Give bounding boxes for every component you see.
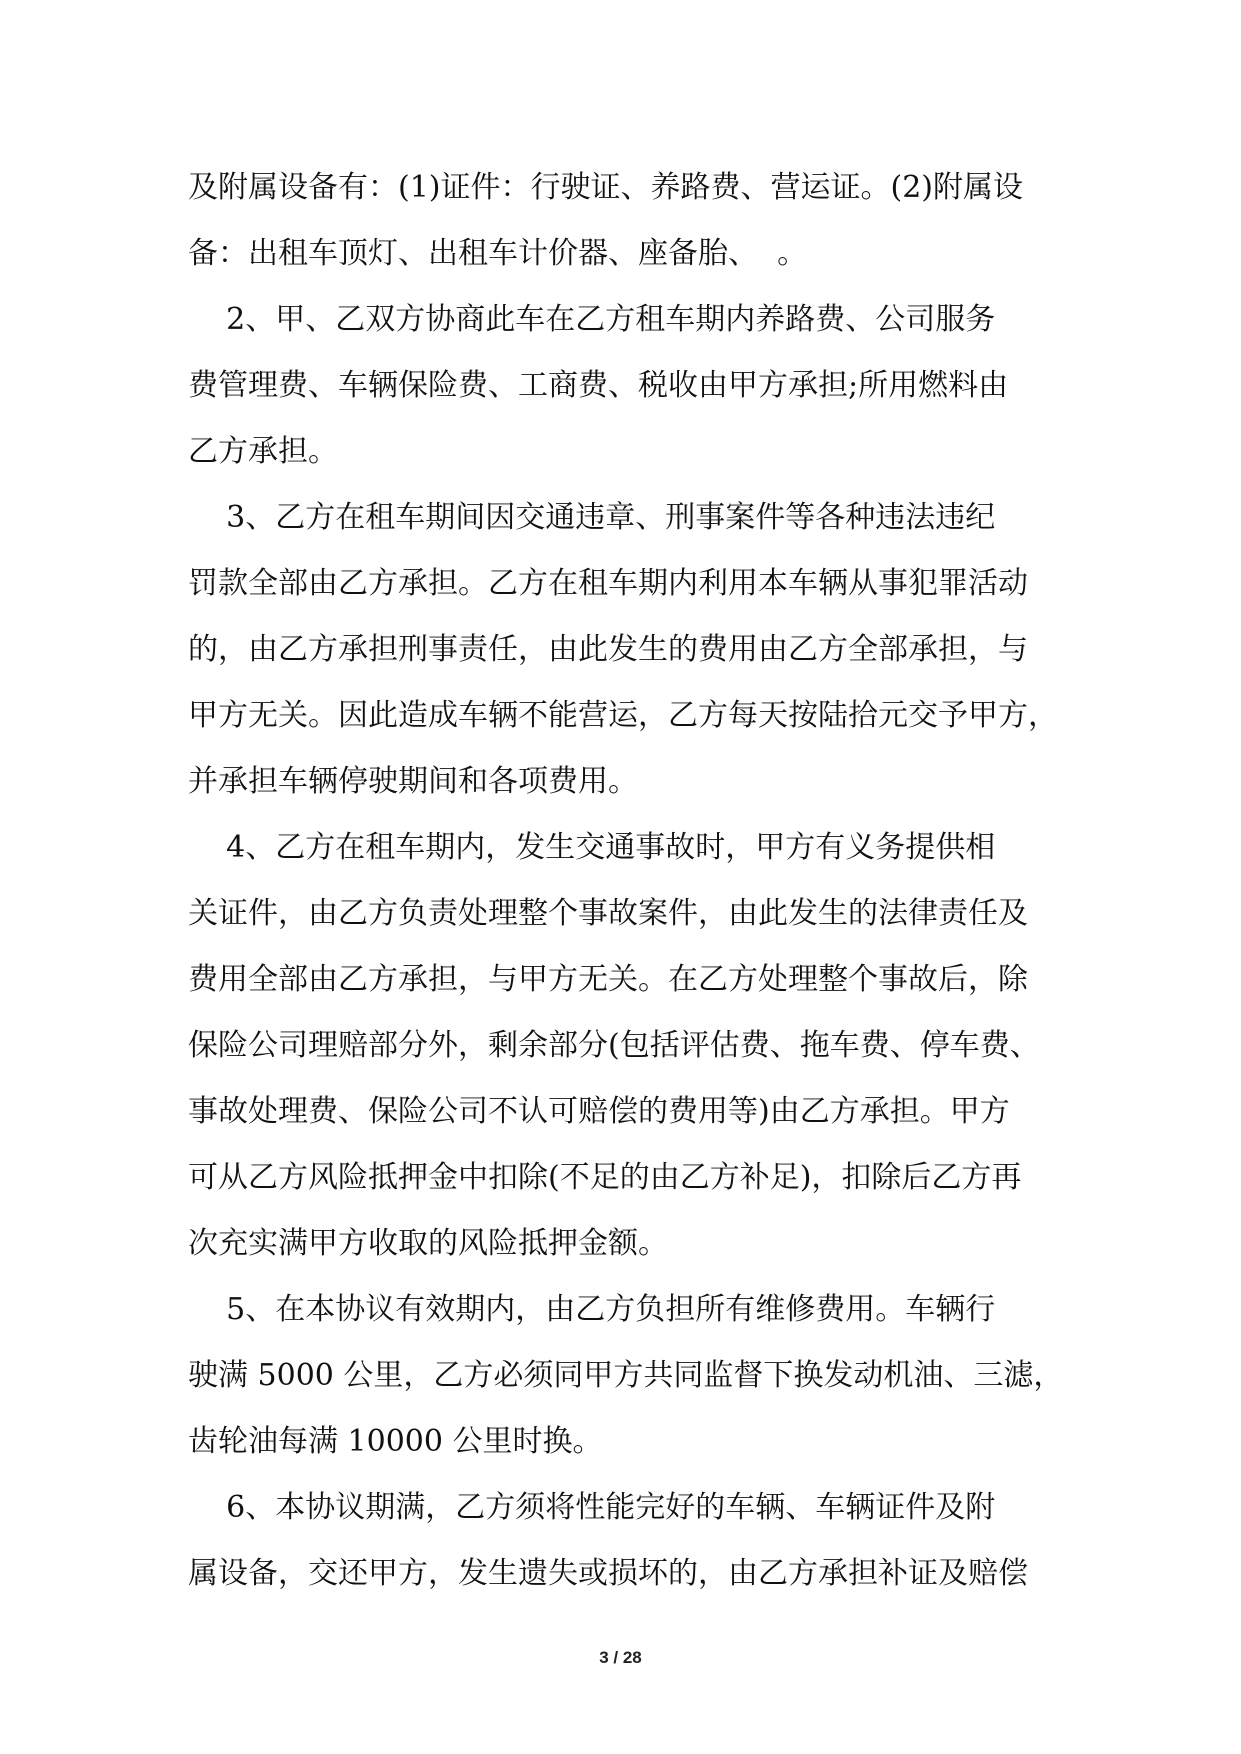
text-line: 次充实满甲方收取的风险抵押金额。: [188, 1226, 668, 1261]
text-line: 4、乙方在租车期内，发生交通事故时，甲方有义务提供相: [188, 830, 996, 865]
text-line: 的，由乙方承担刑事责任，由此发生的费用由乙方全部承担，与: [188, 632, 1028, 667]
text-line: 事故处理费、保险公司不认可赔偿的费用等)由乙方承担。甲方: [188, 1094, 1010, 1129]
text-line: 2、甲、乙双方协商此车在乙方租车期内养路费、公司服务: [188, 302, 996, 337]
text-line: 保险公司理赔部分外，剩余部分(包括评估费、拖车费、停车费、: [188, 1028, 1040, 1063]
text-line: 费管理费、车辆保险费、工商费、税收由甲方承担;所用燃料由: [188, 368, 1009, 403]
text-line: 及附属设备有：(1)证件：行驶证、养路费、营运证。(2)附属设: [188, 170, 1023, 205]
text-line: 齿轮油每满 10000 公里时换。: [188, 1424, 603, 1459]
text-line: 可从乙方风险抵押金中扣除(不足的由乙方补足)，扣除后乙方再: [188, 1160, 1022, 1195]
page-number: 3 / 28: [599, 1648, 642, 1667]
text-line: 驶满 5000 公里，乙方必须同甲方共同监督下换发动机油、三滤，: [188, 1358, 1064, 1393]
text-line: 乙方承担。: [188, 434, 338, 469]
text-line: 6、本协议期满，乙方须将性能完好的车辆、车辆证件及附: [188, 1490, 996, 1525]
text-line: 罚款全部由乙方承担。乙方在租车期内利用本车辆从事犯罪活动: [188, 566, 1028, 601]
text-line: 并承担车辆停驶期间和各项费用。: [188, 764, 638, 799]
text-line: 备：出租车顶灯、出租车计价器、座备胎、 。: [188, 236, 808, 271]
text-line: 属设备，交还甲方，发生遗失或损坏的，由乙方承担补证及赔偿: [188, 1556, 1028, 1591]
body-text: [188, 155, 1068, 1607]
text-line: 甲方无关。因此造成车辆不能营运，乙方每天按陆拾元交予甲方，: [188, 698, 1058, 733]
text-line: 5、在本协议有效期内，由乙方负担所有维修费用。车辆行: [188, 1292, 996, 1327]
text-line: 3、乙方在租车期间因交通违章、刑事案件等各种违法违纪: [188, 500, 996, 535]
text-line: 费用全部由乙方承担，与甲方无关。在乙方处理整个事故后，除: [188, 962, 1028, 997]
text-line: 关证件，由乙方负责处理整个事故案件，由此发生的法律责任及: [188, 896, 1028, 931]
